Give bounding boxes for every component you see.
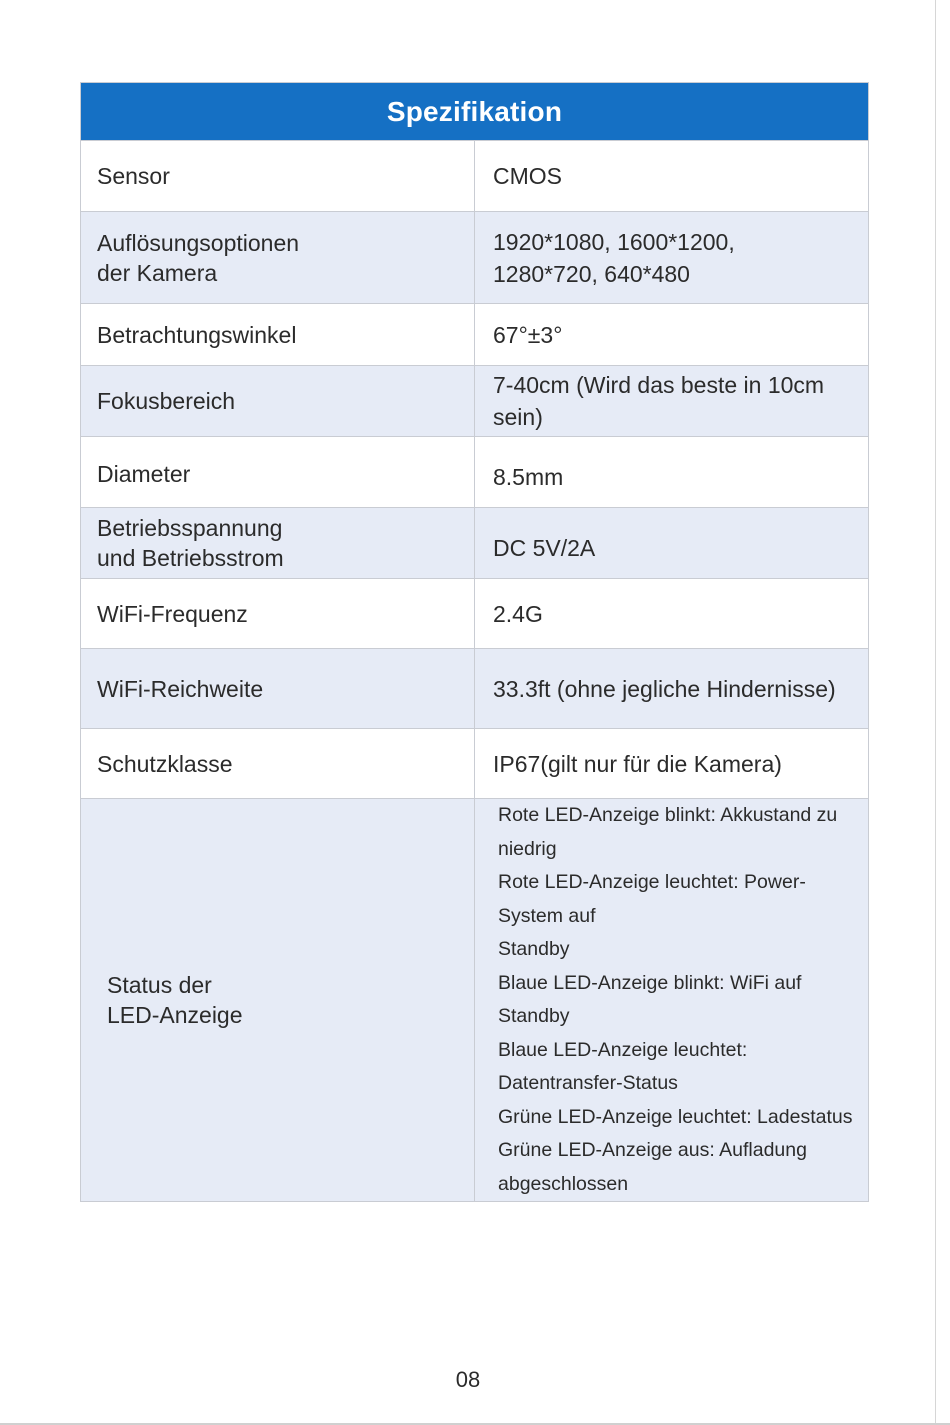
list-item: Rote LED-Anzeige blinkt: Akkustand zu niedrig xyxy=(498,804,838,860)
table-row xyxy=(81,366,869,437)
row-value: DC 5V/2A xyxy=(475,508,869,579)
table-row xyxy=(81,799,869,1202)
table-row xyxy=(81,212,869,304)
row-value: 67°±3° xyxy=(475,304,869,366)
specification-table xyxy=(80,82,869,1202)
row-label: WiFi-Frequenz xyxy=(81,579,475,649)
table-row xyxy=(81,437,869,508)
row-label: Fokusbereich xyxy=(81,366,475,437)
row-value: IP67(gilt nur für die Kamera) xyxy=(475,729,869,799)
label-line: Status der xyxy=(107,972,212,998)
page-edge-right xyxy=(935,0,950,1425)
table-row xyxy=(81,579,869,649)
row-value xyxy=(475,212,869,304)
row-label: Sensor xyxy=(81,141,475,212)
list-item: Grüne LED-Anzeige leuchtet: Ladestatus xyxy=(498,1105,853,1128)
table-row xyxy=(81,304,869,366)
row-label-text: Auflösungsoptionen der Kamera xyxy=(97,229,300,286)
list-item: Grüne LED-Anzeige aus: Aufladung abgeschlossen xyxy=(498,1139,807,1195)
row-value: CMOS xyxy=(475,141,869,212)
label-line: LED-Anzeige xyxy=(107,1002,243,1028)
row-value: 8.5mm xyxy=(475,437,869,508)
row-value: 7-40cm (Wird das beste in 10cm sein) xyxy=(475,366,869,437)
table-title: Spezifikation xyxy=(81,83,869,141)
list-item: Blaue LED-Anzeige leuchtet: Datentransfer-Status xyxy=(498,1038,748,1094)
row-label: WiFi-Reichweite xyxy=(81,649,475,729)
label-line: Betriebsspannung xyxy=(97,515,283,541)
row-label xyxy=(81,508,475,579)
row-value xyxy=(475,799,869,1202)
row-label xyxy=(81,799,475,1202)
row-label xyxy=(81,212,475,304)
row-label: Schutzklasse xyxy=(81,729,475,799)
table-row xyxy=(81,508,869,579)
table-row xyxy=(81,729,869,799)
value-line: 1920*1080, 1600*1200, xyxy=(493,228,735,255)
row-label: Diameter xyxy=(81,437,475,508)
list-item: Blaue LED-Anzeige blinkt: WiFi auf Standby xyxy=(498,971,802,1027)
page-number: 08 xyxy=(455,1367,481,1392)
row-value: 2.4G xyxy=(475,579,869,649)
table-header-row xyxy=(81,83,869,141)
table-row xyxy=(81,141,869,212)
table-row xyxy=(81,649,869,729)
row-value: 33.3ft (ohne jegliche Hindernisse) xyxy=(475,649,869,729)
label-line: und Betriebsstrom xyxy=(97,545,284,571)
led-status-list xyxy=(493,799,868,1201)
list-item: Rote LED-Anzeige leuchtet: Power-System auf xyxy=(498,871,806,927)
value-line: 1280*720, 640*480 xyxy=(493,260,690,287)
row-label: Betrachtungswinkel xyxy=(81,304,475,366)
list-item: Standby xyxy=(498,938,570,960)
